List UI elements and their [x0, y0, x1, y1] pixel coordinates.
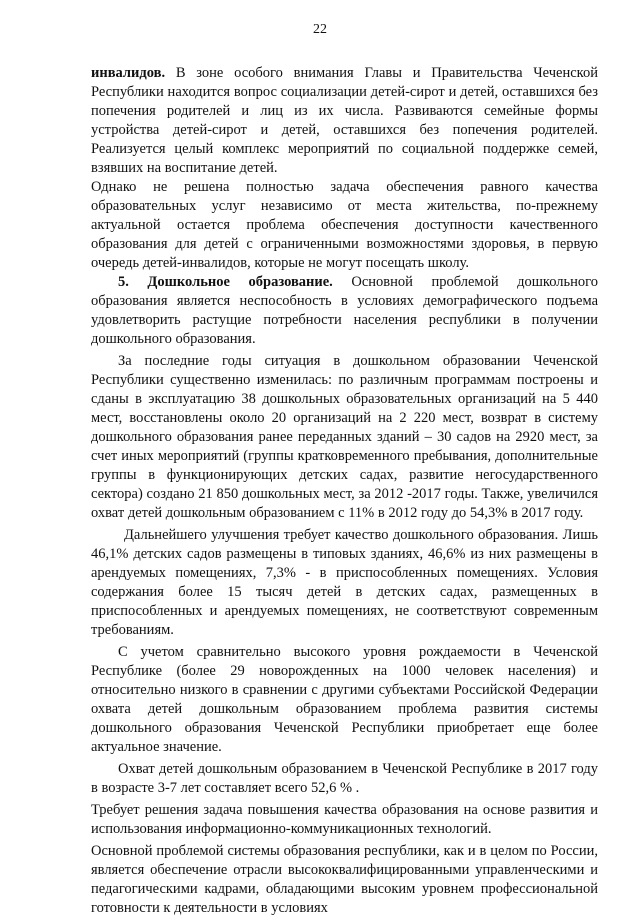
paragraph-equal-quality — [91, 178, 598, 273]
paragraph-ict — [91, 801, 598, 839]
paragraph-orphans-support — [91, 64, 598, 178]
paragraph-text: За последние годы ситуация в дошкольном образовании Чеченской Республики существенно изменилась: по различным программам построены и сданы в эксплуатацию 38 дошкольных образовательных организаций на 5 440 мест, восстановлены около 20 организаций на 2 220 мест, возврат в систему дошкольного образования ранее переданных зданий – 30 садов на 2920 мест, за счет иных мероприятий (группы кратковременного пребывания, дополнительные группы в функционирующих детских садах, развитие негосударственного сектора) создано 21 850 дошкольных мест, за 2012 -2017 годы. Также, увеличился охват детей дошкольным образованием с 11% в 2012 году до 54,3% в 2017 году. — [91, 353, 598, 521]
paragraph-text: Основной проблемой дошкольного образования является неспособность в условиях демографического подъема удовлетворить растущие потребности населения республики в получении дошкольного образования. — [91, 274, 598, 347]
paragraph-text: Охват детей дошкольным образованием в Чеченской Республике в 2017 году в возрасте 3-7 лет составляет всего 52,6 % . — [91, 761, 598, 796]
paragraph-staffing — [91, 842, 598, 918]
page-number: 22 — [313, 22, 327, 37]
paragraph-preschool-heading — [91, 273, 598, 349]
paragraph-birth-rate — [91, 643, 598, 757]
paragraph-text: С учетом сравнительно высокого уровня рождаемости в Чеченской Республике (более 29 новорожденных на 1000 человек населения) и относительно низкого в сравнении с другими субъектами Российской Федерации охвата детей дошкольным образованием проблема развития системы дошкольного образования Чеченской Республики приобретает еще более актуальное значение. — [91, 644, 598, 755]
paragraph-lead: инвалидов. — [91, 65, 166, 81]
document-body — [91, 64, 598, 918]
paragraph-text: Дальнейшего улучшения требует качество дошкольного образования. Лишь 46,1% детских садов размещены в типовых зданиях, 46,6% из них размещены в арендуемых помещениях, 7,3% - в приспособленных помещениях. Условия содержания более 15 тысяч детей в детских садах, размещенных в приспособленных и арендуемых помещениях, не соответствуют современным требованиям. — [91, 527, 598, 638]
paragraph-preschool-quality — [91, 526, 598, 640]
paragraph-text: В зоне особого внимания Главы и Правительства Чеченской Республики находится вопрос социализации детей-сирот и детей, оставшихся без попечения родителей и лиц из их числа. Развиваются семейные формы устройства детей-сирот и детей, оставшихся без попечения родителей. Реализуется целый комплекс мероприятий по социальной поддержке семей, взявших на воспитание детей. — [91, 65, 598, 176]
paragraph-preschool-changes — [91, 352, 598, 523]
section-heading: 5. Дошкольное образование. — [118, 274, 333, 290]
paragraph-text: Однако не решена полностью задача обеспечения равного качества образовательных услуг независимо от места жительства, по-прежнему актуальной остается проблема обеспечения доступности качественного образования для детей с ограниченными возможностями здоровья, в первую очередь детей-инвалидов, которые не могут посещать школу. — [91, 179, 598, 271]
paragraph-text: Основной проблемой системы образования республики, как и в целом по России, является обеспечение отрасли высококвалифицированными управленческими и педагогическими кадрами, обладающими высоким уровнем профессиональной готовности к деятельности в условиях — [91, 843, 598, 916]
paragraph-text: Требует решения задача повышения качества образования на основе развития и использования информационно-коммуникационных технологий. — [91, 802, 598, 837]
paragraph-coverage — [91, 760, 598, 798]
